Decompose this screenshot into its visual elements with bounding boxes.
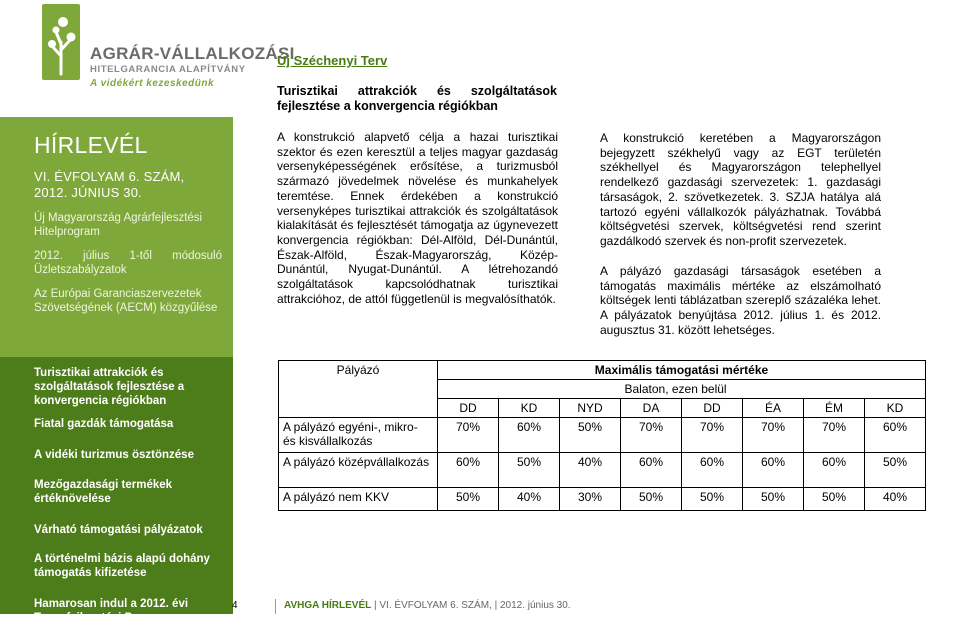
- rate-cell: 40%: [499, 488, 560, 511]
- rate-cell: 50%: [560, 418, 621, 453]
- toc-item[interactable]: Mezőgazdasági termékek értéknövelése: [34, 479, 173, 505]
- body-paragraph: A pályázó gazdasági társaságok esetében a támogatás maximális mértéke az elszámolható költségek lenti táblázatban szereplő százaléka lehet. A pályázatok benyújtása 2012. július 1. és 2012. augusztus 31. között lehetséges.: [600, 264, 881, 337]
- issue-line-1: VI. ÉVFOLYAM 6. SZÁM,: [34, 169, 185, 184]
- rate-cell: 60%: [621, 453, 682, 488]
- header-applicant: Pályázó: [279, 361, 438, 418]
- rate-cell: 50%: [865, 453, 926, 488]
- logo-tagline: A vidékért kezeskedünk: [90, 78, 215, 89]
- rate-cell: 70%: [804, 418, 865, 453]
- row-label: A pályázó középvállalkozás: [279, 453, 438, 488]
- rate-cell: 70%: [621, 418, 682, 453]
- rate-cell: 60%: [499, 418, 560, 453]
- body-paragraph: A konstrukció alapvető célja a hazai turisztikai szektor és ezen keresztül a teljes magyar gazdaság versenyképességének erősítése, a turizmusból származó jövedelmek növelése és munkahelyek teremtése. Ennek érdekében a konstrukció versenyképes turisztikai attrakciók és szolgáltatások kialakítását és fejlesztését támogatja az úgynevezett konvergencia régiókban: Dél-Alföld, Dél-Dunántúl, Észak-Alföld, Észak-Magyarország, Közép-Dunántúl, Nyugat-Dunántúl. A létrehozandó szolgáltatások kapcsolódhatnak turisztikai attrakcióhoz, de attól függetlenül is megvalósíthatók.: [277, 130, 558, 306]
- rate-cell: 50%: [682, 488, 743, 511]
- table-header-row: [279, 361, 926, 380]
- rate-cell: 60%: [865, 418, 926, 453]
- table-row: [279, 488, 926, 511]
- toc-item[interactable]: Várható támogatási pályázatok: [34, 524, 203, 536]
- sidebar-item[interactable]: Új Magyarország Agrárfejlesztési Hitelprogram: [34, 212, 203, 238]
- rate-cell: 50%: [499, 453, 560, 488]
- sidebar-item[interactable]: Az Európai Garanciaszervezetek Szövetségének (AECM) közgyűlése: [34, 288, 218, 314]
- rate-cell: 70%: [438, 418, 499, 453]
- newsletter-issue: [34, 169, 222, 201]
- row-label: A pályázó nem KKV: [279, 488, 438, 511]
- rate-cell: 30%: [560, 488, 621, 511]
- footer: [284, 600, 571, 611]
- region-header: ÉA: [743, 399, 804, 418]
- rate-cell: 60%: [804, 453, 865, 488]
- section-link[interactable]: Új Széchenyi Terv: [277, 53, 388, 68]
- header-balaton: Balaton, ezen belül: [621, 380, 926, 399]
- issue-line-2: 2012. JÚNIUS 30.: [34, 185, 142, 200]
- footer-issue: | VI. ÉVFOLYAM 6. SZÁM, | 2012. június 30.: [371, 600, 571, 611]
- logo-name: AGRÁR-VÁLLALKOZÁSI: [90, 44, 295, 63]
- row-label: A pályázó egyéni-, mikro- és kisvállalkozás: [279, 418, 438, 453]
- rate-cell: 60%: [438, 453, 499, 488]
- table-of-contents: [0, 357, 233, 624]
- newsletter-title: HÍRLEVÉL: [34, 132, 148, 158]
- tree-logo-icon: [40, 4, 86, 82]
- article-title: Turisztikai attrakciók és szolgáltatások fejlesztése a konvergencia régiókban: [277, 84, 557, 113]
- toc-item[interactable]: Hamarosan indul a 2012. évi Tanyafejlesztési Program: [34, 598, 189, 624]
- region-header: NYD: [560, 399, 621, 418]
- region-header: DA: [621, 399, 682, 418]
- region-header: DD: [438, 399, 499, 418]
- rate-cell: 50%: [438, 488, 499, 511]
- rate-cell: 50%: [743, 488, 804, 511]
- rate-cell: 70%: [682, 418, 743, 453]
- region-header: KD: [865, 399, 926, 418]
- rate-cell: 60%: [743, 453, 804, 488]
- rate-cell: 40%: [865, 488, 926, 511]
- rate-cell: 50%: [804, 488, 865, 511]
- region-header: ÉM: [804, 399, 865, 418]
- toc-item[interactable]: A történelmi bázis alapú dohány támogatás kifizetése: [34, 553, 210, 579]
- footer-brand: AVHGA HÍRLEVÉL: [284, 600, 372, 611]
- table-row: [279, 418, 926, 453]
- rate-cell: 70%: [743, 418, 804, 453]
- foundation-logo: [40, 4, 295, 99]
- logo-subtitle: HITELGARANCIA ALAPÍTVÁNY: [90, 64, 246, 75]
- page-number: 4: [232, 600, 238, 611]
- rate-cell: 40%: [560, 453, 621, 488]
- rate-cell: 50%: [621, 488, 682, 511]
- region-header: KD: [499, 399, 560, 418]
- toc-item[interactable]: Fiatal gazdák támogatása: [34, 418, 174, 430]
- body-paragraph: A konstrukció keretében a Magyarországon bejegyzett székhelyű vagy az EGT területén székhellyel és Magyarországon telephellyel rendelkező gazdasági szervezetek: 1. gazdasági társaságok, 2. szövetkezetek. 3. SZJA hatálya alá tartozó egyéni vállalkozók pályázhatnak. Továbbá költségvetési szervek, költségvetési rend szerint gazdálkodó szervek és non-profit szervezetek.: [600, 131, 881, 248]
- support-rate-table: [278, 360, 926, 511]
- newsletter-sidebar: [0, 117, 233, 357]
- header-max-rate: Maximális támogatási mértéke: [438, 361, 926, 380]
- table-row: [279, 453, 926, 488]
- footer-divider: [275, 599, 276, 614]
- region-header: DD: [682, 399, 743, 418]
- rate-cell: 60%: [682, 453, 743, 488]
- sidebar-item[interactable]: 2012. július 1-től módosuló Üzletszabályzatok: [34, 250, 222, 276]
- toc-item[interactable]: A vidéki turizmus ösztönzése: [34, 449, 194, 461]
- toc-item[interactable]: Turisztikai attrakciók és szolgáltatások fejlesztése a konvergencia régiókban: [34, 367, 185, 407]
